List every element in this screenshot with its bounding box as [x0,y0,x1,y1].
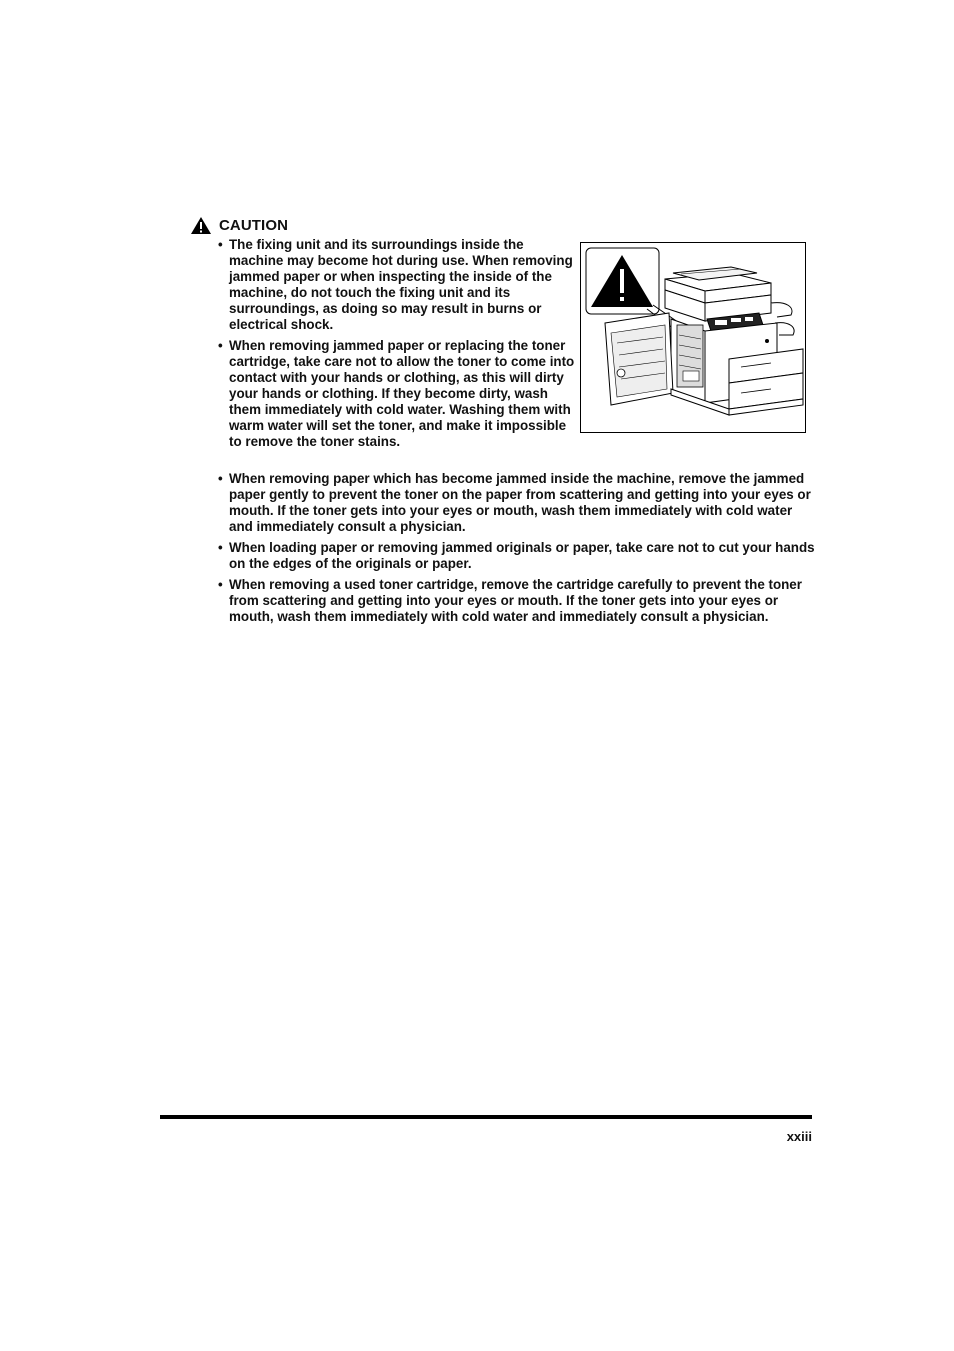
caution-text: When loading paper or removing jammed originals or paper, take care not to cut your hands on the edges of the originals or paper. [229,540,815,571]
page-number: xxiii [786,1129,812,1144]
warning-triangle-icon [190,216,212,235]
bullet-marker: • [218,471,223,486]
caution-text: When removing paper which has become jammed inside the machine, remove the jammed paper gently to prevent the toner on the paper from scattering and getting into your eyes or mouth. If the toner gets into your eyes or mouth, wash them immediately with cold water and immediately consult a physician. [229,471,811,534]
caution-label: CAUTION [219,217,289,234]
bullet-marker: • [218,540,223,555]
copier-illustration [580,242,806,433]
bullet-marker: • [218,338,223,353]
bullet-marker: • [218,577,223,592]
footer-divider [160,1115,812,1119]
caution-text: The fixing unit and its surroundings inside the machine may become hot during use. When removing jammed paper or when inspecting the inside of the machine, do not touch the fixing unit and its surroundings, as doing so may result in burns or electrical shock. [229,237,573,332]
caution-text: When removing a used toner cartridge, remove the cartridge carefully to prevent the toner from scattering and getting into your eyes or mouth. If the toner gets into your eyes or mouth, wash them immediately with cold water and immediately consult a physician. [229,577,802,624]
bullet-marker: • [218,237,223,252]
caution-text: When removing jammed paper or replacing the toner cartridge, take care not to allow the toner to come into contact with your hands or clothing, as this will dirty your hands or clothing. If they become dirty, wash them immediately with cold water. Washing them with warm water will set the toner, and make it impossible to remove the toner stains. [229,338,575,449]
caution-header [190,216,288,235]
copier-machine-icon [581,243,806,433]
